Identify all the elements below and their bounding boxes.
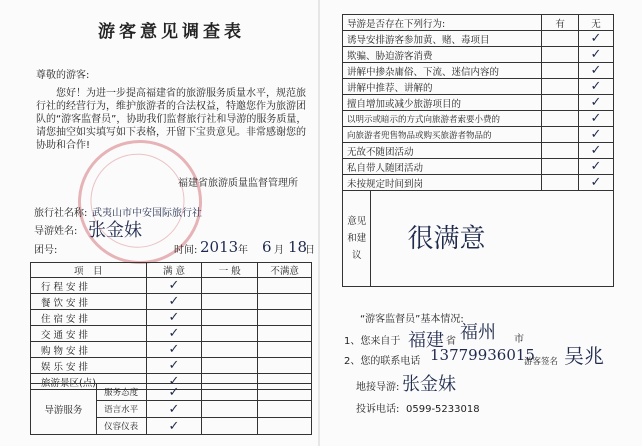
row-label: 未按规定时间到岗: [343, 175, 542, 191]
q2-signature[interactable]: 吴兆: [564, 344, 604, 368]
intro-line-3: 队的“游客监督员”，协助我们监督旅行社和导游的服务质量，: [36, 114, 307, 125]
check-mark[interactable]: ✓: [590, 111, 602, 126]
local-guide-value[interactable]: 张金妹: [402, 374, 456, 395]
row-label: 服务态度: [96, 384, 146, 401]
intro-line-2: 行社的经营行为，维护旅游者的合法权益，特邀您作为旅游团: [36, 101, 306, 112]
cell-yes[interactable]: [542, 143, 579, 159]
cell-average[interactable]: [202, 384, 258, 401]
cell-average[interactable]: [202, 401, 258, 418]
check-mark[interactable]: ✓: [590, 31, 602, 46]
table-row: [343, 111, 614, 127]
row-label: 欺骗、胁迫游客消费: [343, 47, 542, 63]
supervisor-title: “游客监督员”基本情况:: [360, 314, 464, 325]
guide-name-value[interactable]: 张金妹: [88, 220, 142, 241]
row-label: 讲解中推荐、讲解的: [343, 79, 542, 95]
q1-city[interactable]: 福州: [460, 322, 496, 343]
row-label: 购 物 安 排: [31, 342, 147, 358]
time-month[interactable]: 6: [262, 238, 272, 256]
complaint-label: 投诉电话:: [356, 404, 400, 415]
time-label: 时间:: [174, 245, 198, 256]
intro-line-4: 请您抽空如实填写如下表格，开留下宝贵意见。非常感谢您的: [36, 127, 306, 138]
table-row: [343, 175, 614, 191]
cell-yes[interactable]: [542, 79, 579, 95]
complaint-phone: 0599-5233018: [406, 404, 480, 415]
greeting: 尊敬的游客:: [36, 70, 90, 81]
table-row: [31, 310, 312, 326]
check-mark[interactable]: ✓: [590, 63, 602, 78]
check-mark[interactable]: ✓: [168, 358, 180, 373]
check-mark[interactable]: ✓: [168, 278, 180, 293]
row-label: 擅自增加或减少旅游项目的: [343, 95, 542, 111]
check-mark[interactable]: ✓: [590, 159, 602, 174]
comments-value[interactable]: 很满意: [407, 223, 486, 254]
col-average: 一 般: [202, 263, 258, 278]
col-dissatisfied: 不满意: [258, 263, 312, 278]
row-label: 仪容仪表: [96, 418, 146, 435]
form-title: 游客意见调查表: [98, 22, 245, 42]
cell-average[interactable]: [202, 310, 258, 326]
check-mark[interactable]: ✓: [168, 374, 180, 389]
issuer: 福建省旅游质量监督管理所: [178, 178, 298, 189]
check-mark[interactable]: ✓: [168, 401, 180, 417]
guide-service-group: 导游服务: [31, 384, 97, 435]
cell-yes[interactable]: [542, 111, 579, 127]
table-row: [31, 342, 312, 358]
cell-yes[interactable]: [542, 127, 579, 143]
check-mark[interactable]: ✓: [590, 127, 602, 142]
cell-dissatisfied[interactable]: [258, 294, 312, 310]
row-label: 住 宿 安 排: [31, 310, 147, 326]
cell-yes[interactable]: [542, 63, 579, 79]
satisfaction-table: [30, 262, 312, 390]
cell-yes[interactable]: [542, 47, 579, 63]
row-label: 娱 乐 安 排: [31, 358, 147, 374]
cell-average[interactable]: [202, 418, 258, 435]
check-mark[interactable]: ✓: [168, 384, 180, 400]
table-row: [343, 47, 614, 63]
q1-province[interactable]: 福建: [408, 330, 444, 351]
table-row: [343, 31, 614, 47]
behavior-header: 导游是否存在下列行为:: [343, 15, 542, 31]
cell-average[interactable]: [202, 278, 258, 294]
comments-label: 意见和建议: [343, 191, 371, 287]
cell-dissatisfied[interactable]: [258, 278, 312, 294]
intro-line-5: 协助和合作!: [36, 140, 91, 151]
table-row: [343, 79, 614, 95]
table-row: [343, 63, 614, 79]
cell-average[interactable]: [202, 358, 258, 374]
check-mark[interactable]: ✓: [590, 143, 602, 158]
q1-province-unit: 省: [446, 336, 456, 347]
cell-dissatisfied[interactable]: [258, 418, 312, 435]
row-label: 诱导安排游客参加黄、赌、毒项目: [343, 31, 542, 47]
row-label: 讲解中掺杂庸俗、下流、迷信内容的: [343, 63, 542, 79]
table-row: [343, 143, 614, 159]
q2-label: 2、您的联系电话: [344, 356, 421, 367]
row-label: 交 通 安 排: [31, 326, 147, 342]
row-label: 以明示或暗示的方式向旅游者索要小费的: [343, 111, 542, 127]
cell-yes[interactable]: [542, 175, 579, 191]
table-row: [31, 384, 312, 401]
cell-dissatisfied[interactable]: [258, 342, 312, 358]
row-label: 餐 饮 安 排: [31, 294, 147, 310]
q2-phone[interactable]: 13779936015: [430, 346, 535, 364]
cell-average[interactable]: [202, 326, 258, 342]
intro-line-1: 您好！为进一步提高福建省的旅游服务质量水平，规范旅: [56, 88, 306, 99]
q1-label: 1、您来自于: [344, 336, 401, 347]
row-label: 行 程 安 排: [31, 278, 147, 294]
check-mark[interactable]: ✓: [590, 175, 602, 190]
time-month-unit: 月: [274, 245, 284, 256]
guide-service-table: [30, 383, 312, 435]
cell-dissatisfied[interactable]: [258, 326, 312, 342]
time-day-unit: 日: [305, 245, 315, 256]
col-no: 无: [578, 15, 613, 31]
time-day[interactable]: 18: [288, 238, 308, 256]
table-row: [31, 326, 312, 342]
table-row: [31, 358, 312, 374]
table-row: [343, 127, 614, 143]
check-mark[interactable]: ✓: [168, 418, 180, 434]
row-label: 旅游景区(点): [31, 374, 147, 390]
table-row: [31, 278, 312, 294]
guide-behavior-table: [342, 14, 614, 287]
q1-city-unit: 市: [514, 334, 524, 345]
row-label: 无故不随团活动: [343, 143, 542, 159]
local-guide-label: 地接导游:: [356, 382, 400, 393]
cell-average[interactable]: [202, 342, 258, 358]
check-mark[interactable]: ✓: [590, 47, 602, 62]
cell-dissatisfied[interactable]: [258, 310, 312, 326]
page-fold: [318, 0, 320, 446]
row-label: 私自带人随团活动: [343, 159, 542, 175]
table-row: [343, 95, 614, 111]
cell-average[interactable]: [202, 294, 258, 310]
agency-value[interactable]: 武夷山市中安国际旅行社: [92, 208, 202, 219]
check-mark[interactable]: ✓: [168, 294, 180, 309]
check-mark[interactable]: ✓: [168, 326, 180, 341]
col-satisfied: 满 意: [146, 263, 202, 278]
cell-dissatisfied[interactable]: [258, 401, 312, 418]
q2-sign-label: 游客签名: [524, 357, 559, 367]
time-year[interactable]: 2013: [200, 238, 239, 256]
group-label: 团号:: [34, 245, 58, 256]
check-mark[interactable]: ✓: [590, 79, 602, 94]
cell-yes[interactable]: [542, 159, 579, 175]
guide-name-label: 导游姓名:: [34, 226, 78, 237]
table-row: [31, 294, 312, 310]
cell-dissatisfied[interactable]: [258, 358, 312, 374]
agency-label: 旅行社名称:: [34, 208, 88, 219]
col-item: 项 目: [31, 263, 147, 278]
cell-yes[interactable]: [542, 31, 579, 47]
col-yes: 有: [542, 15, 579, 31]
check-mark[interactable]: ✓: [168, 310, 180, 325]
check-mark[interactable]: ✓: [168, 342, 180, 357]
table-row: [343, 159, 614, 175]
cell-dissatisfied[interactable]: [258, 384, 312, 401]
time-year-unit: 年: [238, 245, 248, 256]
row-label: 向旅游者兜售物品或购买旅游者物品的: [343, 127, 542, 143]
cell-yes[interactable]: [542, 95, 579, 111]
check-mark[interactable]: ✓: [590, 95, 602, 110]
row-label: 语言水平: [96, 401, 146, 418]
